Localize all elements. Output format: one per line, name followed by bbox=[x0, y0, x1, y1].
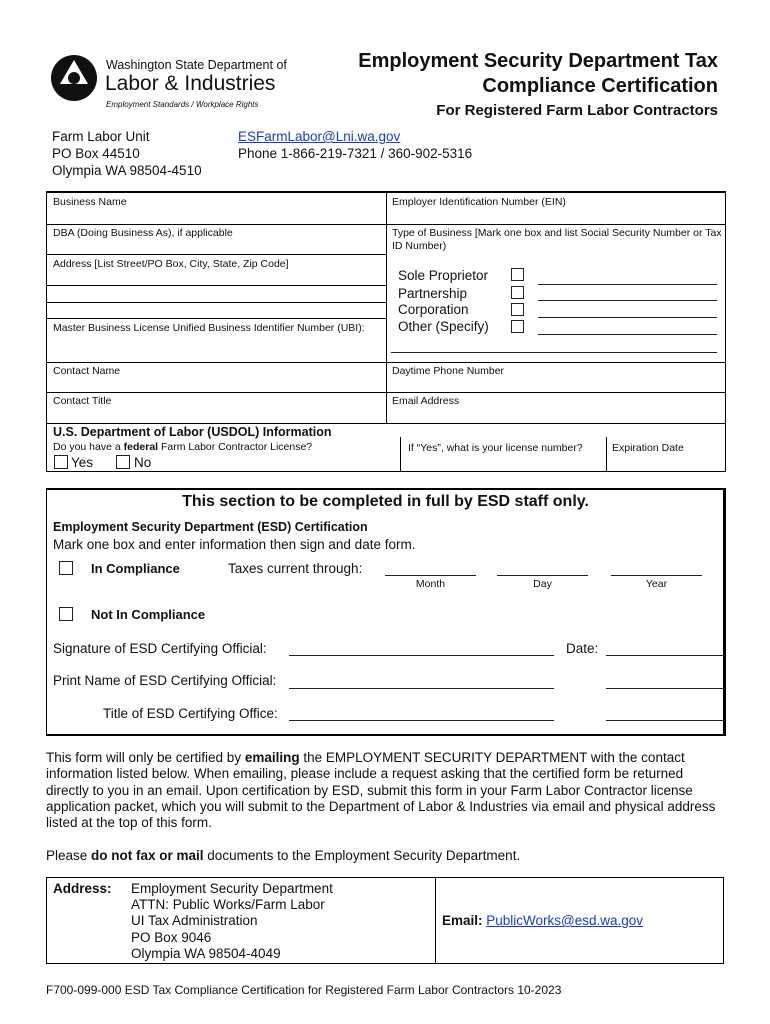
address-line-4: PO Box 9046 bbox=[131, 930, 212, 945]
type-of-business-label: Type of Business [Mark one box and list Social Security Number or Tax ID Number) bbox=[392, 227, 722, 252]
esd-email bbox=[442, 913, 643, 928]
page-title-line2: Compliance Certification bbox=[482, 75, 718, 97]
usdol-yes-label: Yes bbox=[71, 455, 94, 470]
not-in-compliance-checkbox[interactable] bbox=[59, 607, 73, 621]
daytime-phone-field[interactable]: Daytime Phone Number bbox=[392, 365, 505, 377]
date-line[interactable] bbox=[606, 655, 723, 656]
contact-unit: Farm Labor Unit bbox=[52, 129, 150, 144]
page-subtitle: For Registered Farm Labor Contractors bbox=[436, 102, 718, 119]
usdol-no-label: No bbox=[134, 455, 152, 470]
business-name-field[interactable]: Business Name bbox=[53, 196, 127, 208]
sole-proprietor-id-line[interactable] bbox=[538, 284, 717, 285]
address-line-2: ATTN: Public Works/Farm Labor bbox=[131, 897, 325, 912]
day-label: Day bbox=[533, 578, 552, 590]
agency-line2: Labor & Industries bbox=[105, 72, 276, 95]
taxes-current-label: Taxes current through: bbox=[228, 561, 363, 576]
date-label: Date: bbox=[566, 641, 599, 656]
partnership-id-line[interactable] bbox=[538, 300, 717, 301]
esd-email-label: Email: bbox=[442, 913, 483, 928]
month-label: Month bbox=[415, 578, 446, 590]
office-title-extra-line[interactable] bbox=[606, 720, 723, 721]
signature-label: Signature of ESD Certifying Official: bbox=[53, 641, 267, 656]
esd-email-link[interactable]: PublicWorks@esd.wa.gov bbox=[486, 913, 644, 928]
license-number-field[interactable]: If “Yes”, what is your license number? bbox=[408, 442, 583, 454]
other-checkbox[interactable] bbox=[511, 320, 524, 333]
not-in-compliance-label: Not In Compliance bbox=[91, 607, 206, 622]
usdol-question: Do you have a federal Farm Labor Contractor License? bbox=[53, 441, 313, 453]
office-title-label: Title of ESD Certifying Office: bbox=[103, 706, 278, 721]
contact-city: Olympia WA 98504-4510 bbox=[52, 163, 202, 178]
agency-line1: Washington State Department of bbox=[106, 58, 287, 72]
address-line-1: Employment Security Department bbox=[131, 881, 333, 896]
contact-name-field[interactable]: Contact Name bbox=[53, 365, 121, 377]
print-name-line[interactable] bbox=[289, 688, 554, 689]
in-compliance-checkbox[interactable] bbox=[59, 561, 73, 575]
esd-instruction: Mark one box and enter information then sign and date form. bbox=[53, 537, 416, 552]
year-label: Year bbox=[645, 578, 668, 590]
address-field[interactable]: Address [List Street/PO Box, City, State, Zip Code] bbox=[53, 258, 289, 270]
esd-heading: This section to be completed in full by ESD staff only. bbox=[182, 493, 589, 510]
business-type-corporation: Corporation bbox=[398, 302, 469, 317]
other-id-line[interactable] bbox=[538, 334, 717, 335]
contact-po-box: PO Box 44510 bbox=[52, 146, 140, 161]
address-line-3: UI Tax Administration bbox=[131, 913, 258, 928]
corporation-checkbox[interactable] bbox=[511, 303, 524, 316]
year-line[interactable] bbox=[611, 575, 702, 576]
print-name-label: Print Name of ESD Certifying Official: bbox=[53, 673, 277, 688]
office-title-line[interactable] bbox=[289, 720, 554, 721]
contact-title-field[interactable]: Contact Title bbox=[53, 395, 112, 407]
form-footer-id: F700-099-000 ESD Tax Compliance Certification for Registered Farm Labor Contractors 10-2023 bbox=[46, 983, 562, 997]
lni-logo bbox=[50, 54, 98, 102]
dba-field[interactable]: DBA (Doing Business As), if applicable bbox=[53, 227, 233, 239]
month-line[interactable] bbox=[385, 575, 476, 576]
print-name-extra-line[interactable] bbox=[606, 688, 723, 689]
instructions-paragraph: This form will only be certified by emailing the EMPLOYMENT SECURITY DEPARTMENT with the contact information listed below. When emailing, please include a request asking that the certified form be returned directly to you in an email. Upon certification by ESD, submit this form in your Farm Labor Contractor license application packet, which you will submit to the Department of Labor & Industries via email and physical address listed at the top of this form. bbox=[46, 750, 716, 831]
day-line[interactable] bbox=[497, 575, 588, 576]
page-title-line1: Employment Security Department Tax bbox=[358, 50, 718, 72]
usdol-no-checkbox[interactable] bbox=[116, 455, 130, 469]
usdol-yes-checkbox[interactable] bbox=[54, 455, 68, 469]
business-type-partnership: Partnership bbox=[398, 286, 468, 301]
business-type-other: Other (Specify) bbox=[398, 319, 489, 334]
email-address-field[interactable]: Email Address bbox=[392, 395, 460, 407]
sole-proprietor-checkbox[interactable] bbox=[511, 268, 524, 281]
address-line-5: Olympia WA 98504-4049 bbox=[131, 946, 281, 961]
expiration-date-field[interactable]: Expiration Date bbox=[612, 442, 684, 454]
partnership-checkbox[interactable] bbox=[511, 286, 524, 299]
no-fax-notice: Please do not fax or mail documents to the Employment Security Department. bbox=[46, 848, 521, 863]
corporation-id-line[interactable] bbox=[538, 317, 717, 318]
contact-phone: Phone 1-866-219-7321 / 360-902-5316 bbox=[238, 146, 473, 161]
signature-line[interactable] bbox=[289, 655, 554, 656]
other-specify-line[interactable] bbox=[391, 352, 717, 353]
contact-email-link[interactable]: ESFarmLabor@Lni.wa.gov bbox=[238, 129, 401, 144]
business-type-sole-proprietor: Sole Proprietor bbox=[398, 268, 489, 283]
ubi-field[interactable]: Master Business License Unified Business Identifier Number (UBI): bbox=[53, 322, 365, 334]
usdol-heading: U.S. Department of Labor (USDOL) Information bbox=[53, 425, 332, 439]
lni-logo-icon bbox=[50, 54, 98, 102]
address-label: Address: bbox=[53, 881, 112, 896]
esd-subheading: Employment Security Department (ESD) Certification bbox=[53, 520, 368, 534]
in-compliance-label: In Compliance bbox=[91, 561, 180, 576]
agency-tagline: Employment Standards / Workplace Rights bbox=[106, 100, 259, 109]
ein-field[interactable]: Employer Identification Number (EIN) bbox=[392, 196, 566, 208]
